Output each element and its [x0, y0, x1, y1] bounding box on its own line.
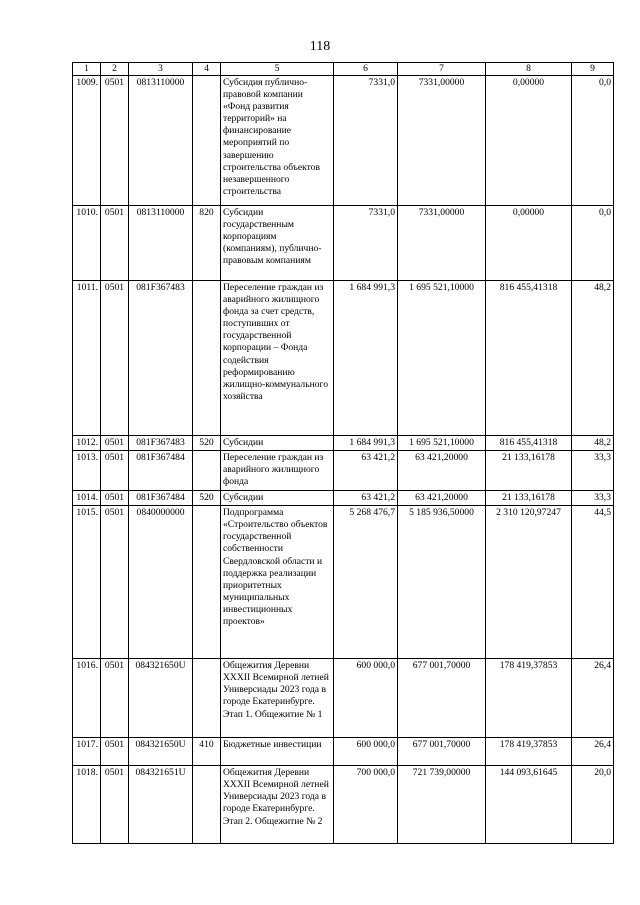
section-code: 0501: [101, 451, 129, 491]
target-code: 0813110000: [129, 206, 193, 281]
table-row: [73, 766, 614, 844]
target-code: 084321651U: [129, 766, 193, 844]
approved-amount: 1 684 991,3: [334, 281, 398, 436]
expense-type: 820: [193, 206, 221, 281]
item-name: Субсидия публично-правовой компании «Фонд развития территорий» на финансирование мероприятий по завершению строительства объектов незавершенного строительства: [221, 76, 334, 206]
item-name: Субсидии: [221, 436, 334, 451]
target-code: 0840000000: [129, 506, 193, 659]
planned-amount: 677 001,70000: [398, 659, 486, 738]
planned-amount: 677 001,70000: [398, 738, 486, 766]
planned-amount: 721 739,00000: [398, 766, 486, 844]
executed-amount: 816 455,41318: [486, 436, 572, 451]
table-row: [73, 659, 614, 738]
row-number: 1015.: [73, 506, 101, 659]
column-header: 7: [398, 63, 486, 76]
approved-amount: 63 421,2: [334, 451, 398, 491]
approved-amount: 1 684 991,3: [334, 436, 398, 451]
section-code: 0501: [101, 76, 129, 206]
target-code: 081F367484: [129, 451, 193, 491]
item-name: Переселение граждан из аварийного жилищного фонда за счет средств, поступивших от государственной корпорации – Фонда содействия реформированию жилищно-коммунального хозяйства: [221, 281, 334, 436]
execution-percent: 26,4: [572, 659, 614, 738]
column-header: 4: [193, 63, 221, 76]
executed-amount: 21 133,16178: [486, 491, 572, 506]
approved-amount: 600 000,0: [334, 659, 398, 738]
approved-amount: 700 000,0: [334, 766, 398, 844]
section-code: 0501: [101, 281, 129, 436]
approved-amount: 7331,0: [334, 76, 398, 206]
approved-amount: 5 268 476,7: [334, 506, 398, 659]
table-row: [73, 451, 614, 491]
execution-percent: 20,0: [572, 766, 614, 844]
table-row: [73, 281, 614, 436]
executed-amount: 816 455,41318: [486, 281, 572, 436]
executed-amount: 178 419,37853: [486, 738, 572, 766]
column-header: 9: [572, 63, 614, 76]
column-header: 6: [334, 63, 398, 76]
execution-percent: 0,0: [572, 76, 614, 206]
target-code: 084321650U: [129, 659, 193, 738]
executed-amount: 0,00000: [486, 206, 572, 281]
expense-type: 410: [193, 738, 221, 766]
target-code: 081F367483: [129, 281, 193, 436]
item-name: Переселение граждан из аварийного жилищного фонда: [221, 451, 334, 491]
table-row: [73, 738, 614, 766]
item-name: Бюджетные инвестиции: [221, 738, 334, 766]
execution-percent: 33,3: [572, 451, 614, 491]
section-code: 0501: [101, 206, 129, 281]
budget-table: [72, 62, 614, 844]
expense-type: 520: [193, 491, 221, 506]
execution-percent: 48,2: [572, 281, 614, 436]
executed-amount: 144 093,61645: [486, 766, 572, 844]
expense-type: [193, 506, 221, 659]
planned-amount: 1 695 521,10000: [398, 436, 486, 451]
expense-type: 520: [193, 436, 221, 451]
item-name: Общежития Деревни XXXII Всемирной летней Универсиады 2023 года в городе Екатеринбурге. Этап 2. Общежитие № 2: [221, 766, 334, 844]
section-code: 0501: [101, 491, 129, 506]
approved-amount: 7331,0: [334, 206, 398, 281]
section-code: 0501: [101, 738, 129, 766]
item-name: Подпрограмма «Строительство объектов государственной собственности Свердловской области и поддержка реализации приоритетных муниципальных инвестиционных проектов»: [221, 506, 334, 659]
target-code: 0813110000: [129, 76, 193, 206]
section-code: 0501: [101, 766, 129, 844]
row-number: 1009.: [73, 76, 101, 206]
executed-amount: 178 419,37853: [486, 659, 572, 738]
expense-type: [193, 281, 221, 436]
planned-amount: 63 421,20000: [398, 451, 486, 491]
execution-percent: 26,4: [572, 738, 614, 766]
row-number: 1018.: [73, 766, 101, 844]
section-code: 0501: [101, 659, 129, 738]
expense-type: [193, 451, 221, 491]
execution-percent: 48,2: [572, 436, 614, 451]
executed-amount: 2 310 120,97247: [486, 506, 572, 659]
expense-type: [193, 766, 221, 844]
table-row: [73, 506, 614, 659]
row-number: 1017.: [73, 738, 101, 766]
approved-amount: 63 421,2: [334, 491, 398, 506]
row-number: 1011.: [73, 281, 101, 436]
table-row: [73, 436, 614, 451]
column-header: 1: [73, 63, 101, 76]
target-code: 081F367484: [129, 491, 193, 506]
table-row: [73, 206, 614, 281]
planned-amount: 5 185 936,50000: [398, 506, 486, 659]
planned-amount: 1 695 521,10000: [398, 281, 486, 436]
column-header: 3: [129, 63, 193, 76]
section-code: 0501: [101, 436, 129, 451]
item-name: Субсидии: [221, 491, 334, 506]
row-number: 1013.: [73, 451, 101, 491]
page-number: 118: [309, 39, 331, 54]
executed-amount: 21 133,16178: [486, 451, 572, 491]
planned-amount: 63 421,20000: [398, 491, 486, 506]
header-row: [73, 63, 614, 76]
column-header: 5: [221, 63, 334, 76]
table-row: [73, 76, 614, 206]
column-header: 2: [101, 63, 129, 76]
row-number: 1012.: [73, 436, 101, 451]
table-row: [73, 491, 614, 506]
column-header: 8: [486, 63, 572, 76]
row-number: 1010.: [73, 206, 101, 281]
row-number: 1016.: [73, 659, 101, 738]
expense-type: [193, 76, 221, 206]
target-code: 084321650U: [129, 738, 193, 766]
execution-percent: 44,5: [572, 506, 614, 659]
item-name: Субсидии государственным корпорациям (компаниям), публично-правовым компаниям: [221, 206, 334, 281]
execution-percent: 33,3: [572, 491, 614, 506]
expense-type: [193, 659, 221, 738]
row-number: 1014.: [73, 491, 101, 506]
target-code: 081F367483: [129, 436, 193, 451]
execution-percent: 0,0: [572, 206, 614, 281]
item-name: Общежития Деревни XXXII Всемирной летней Универсиады 2023 года в городе Екатеринбурге. Этап 1. Общежитие № 1: [221, 659, 334, 738]
planned-amount: 7331,00000: [398, 76, 486, 206]
planned-amount: 7331,00000: [398, 206, 486, 281]
section-code: 0501: [101, 506, 129, 659]
approved-amount: 600 000,0: [334, 738, 398, 766]
executed-amount: 0,00000: [486, 76, 572, 206]
